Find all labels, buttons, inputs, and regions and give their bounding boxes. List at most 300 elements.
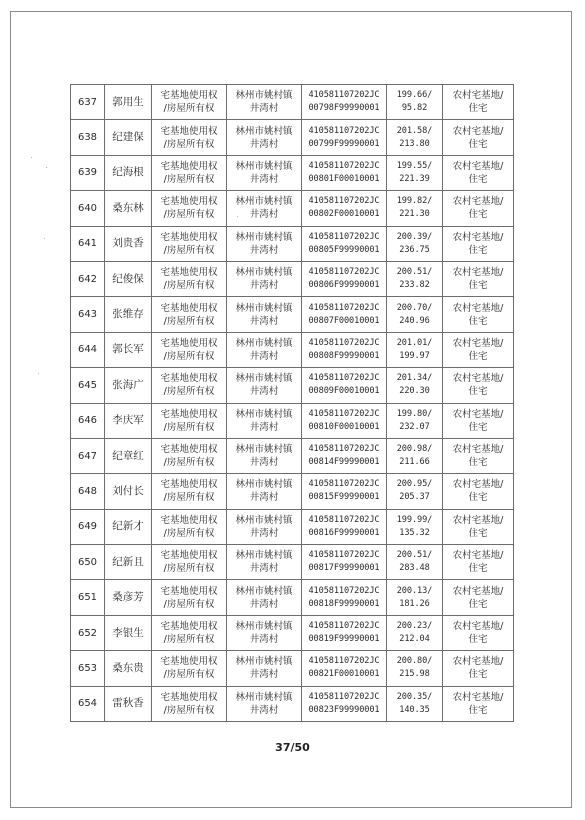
location-line: 井湾村 <box>249 598 279 610</box>
area-cell <box>387 474 443 509</box>
area-line: 232.07 <box>399 421 430 432</box>
area-cell <box>387 261 443 296</box>
location-line: 井湾村 <box>249 280 279 292</box>
use-line: 住宅 <box>468 103 488 115</box>
type-line: 宅基地使用权 <box>160 514 218 526</box>
owner-name: 纪新才 <box>105 509 152 544</box>
table-row <box>71 85 514 120</box>
use-line: 农村宅基地/ <box>452 267 504 279</box>
code-line: 410581107202JC <box>308 231 380 242</box>
location-line: 林州市姚村镇 <box>235 267 293 279</box>
area-cell <box>387 686 443 721</box>
type-cell <box>152 191 227 226</box>
use-cell <box>443 297 514 332</box>
type-line: /房屋所有权 <box>163 138 215 150</box>
row-number: 640 <box>71 191 105 226</box>
code-line: 00806F99990001 <box>308 280 380 291</box>
use-line: 住宅 <box>468 527 488 539</box>
area-line: 201.58/ <box>396 125 433 136</box>
area-line: 213.80 <box>399 138 430 149</box>
type-cell <box>152 580 227 615</box>
row-number: 643 <box>71 297 105 332</box>
table-row <box>71 120 514 155</box>
type-line: /房屋所有权 <box>163 280 215 292</box>
use-line: 住宅 <box>468 315 488 327</box>
use-cell <box>443 545 514 580</box>
use-line: 住宅 <box>468 492 488 504</box>
type-line: 宅基地使用权 <box>160 125 218 137</box>
area-cell <box>387 226 443 261</box>
row-number: 641 <box>71 226 105 261</box>
location-line: 井湾村 <box>249 634 279 646</box>
area-line: 199.80/ <box>396 408 433 419</box>
use-line: 住宅 <box>468 280 488 292</box>
table-row <box>71 474 514 509</box>
use-line: 农村宅基地/ <box>452 691 504 703</box>
code-line: 00799F99990001 <box>308 138 380 149</box>
type-line: /房屋所有权 <box>163 244 215 256</box>
use-cell <box>443 191 514 226</box>
area-line: 236.75 <box>399 244 430 255</box>
code-line: 410581107202JC <box>308 514 380 525</box>
area-cell <box>387 191 443 226</box>
location-line: 林州市姚村镇 <box>235 656 293 668</box>
use-line: 住宅 <box>468 173 488 185</box>
code-line: 410581107202JC <box>308 479 380 490</box>
use-cell <box>443 474 514 509</box>
row-number: 638 <box>71 120 105 155</box>
location-line: 井湾村 <box>249 103 279 115</box>
location-cell <box>227 120 302 155</box>
area-line: 199.99/ <box>396 514 433 525</box>
location-cell <box>227 651 302 686</box>
use-line: 农村宅基地/ <box>452 196 504 208</box>
location-cell <box>227 368 302 403</box>
location-line: 井湾村 <box>249 704 279 716</box>
location-line: 井湾村 <box>249 138 279 150</box>
use-line: 农村宅基地/ <box>452 125 504 137</box>
use-line: 农村宅基地/ <box>452 656 504 668</box>
use-line: 住宅 <box>468 704 488 716</box>
owner-name: 桑东贵 <box>105 651 152 686</box>
code-cell <box>302 474 387 509</box>
owner-name: 李银生 <box>105 615 152 650</box>
row-number: 637 <box>71 85 105 120</box>
records-body <box>71 85 514 722</box>
code-cell <box>302 226 387 261</box>
code-line: 00814F99990001 <box>308 457 380 468</box>
code-cell <box>302 120 387 155</box>
owner-name: 纪海根 <box>105 155 152 190</box>
area-cell <box>387 120 443 155</box>
code-line: 410581107202JC <box>308 373 380 384</box>
area-line: 283.48 <box>399 563 430 574</box>
area-cell <box>387 651 443 686</box>
code-line: 410581107202JC <box>308 550 380 561</box>
code-cell <box>302 368 387 403</box>
area-line: 135.32 <box>399 527 430 538</box>
row-number: 651 <box>71 580 105 615</box>
location-line: 井湾村 <box>249 563 279 575</box>
code-line: 410581107202JC <box>308 656 380 667</box>
type-cell <box>152 85 227 120</box>
code-line: 00815F99990001 <box>308 492 380 503</box>
type-line: 宅基地使用权 <box>160 267 218 279</box>
area-line: 233.82 <box>399 280 430 291</box>
type-line: 宅基地使用权 <box>160 585 218 597</box>
location-line: 井湾村 <box>249 315 279 327</box>
location-cell <box>227 580 302 615</box>
scan-speck <box>38 373 39 374</box>
table-row <box>71 191 514 226</box>
location-line: 井湾村 <box>249 669 279 681</box>
area-cell <box>387 509 443 544</box>
use-cell <box>443 438 514 473</box>
location-line: 井湾村 <box>249 457 279 469</box>
code-line: 00819F99990001 <box>308 634 380 645</box>
type-line: /房屋所有权 <box>163 457 215 469</box>
type-line: /房屋所有权 <box>163 315 215 327</box>
row-number: 645 <box>71 368 105 403</box>
code-cell <box>302 155 387 190</box>
code-line: 410581107202JC <box>308 585 380 596</box>
code-cell <box>302 686 387 721</box>
location-line: 林州市姚村镇 <box>235 160 293 172</box>
type-cell <box>152 261 227 296</box>
owner-name: 郭长军 <box>105 332 152 367</box>
use-cell <box>443 368 514 403</box>
table-row <box>71 651 514 686</box>
type-line: /房屋所有权 <box>163 634 215 646</box>
area-cell <box>387 438 443 473</box>
use-line: 农村宅基地/ <box>452 160 504 172</box>
code-line: 00810F00010001 <box>308 421 380 432</box>
location-line: 林州市姚村镇 <box>235 585 293 597</box>
table-row <box>71 509 514 544</box>
code-cell <box>302 545 387 580</box>
use-line: 住宅 <box>468 386 488 398</box>
area-cell <box>387 615 443 650</box>
code-line: 410581107202JC <box>308 691 380 702</box>
row-number: 642 <box>71 261 105 296</box>
area-line: 215.98 <box>399 669 430 680</box>
location-line: 井湾村 <box>249 209 279 221</box>
type-line: /房屋所有权 <box>163 350 215 362</box>
location-line: 林州市姚村镇 <box>235 337 293 349</box>
use-line: 农村宅基地/ <box>452 444 504 456</box>
type-line: 宅基地使用权 <box>160 656 218 668</box>
type-line: /房屋所有权 <box>163 598 215 610</box>
location-cell <box>227 686 302 721</box>
use-line: 农村宅基地/ <box>452 302 504 314</box>
table-row <box>71 155 514 190</box>
row-number: 647 <box>71 438 105 473</box>
area-line: 240.96 <box>399 315 430 326</box>
location-line: 井湾村 <box>249 350 279 362</box>
area-line: 200.23/ <box>396 621 433 632</box>
location-line: 林州市姚村镇 <box>235 621 293 633</box>
type-line: /房屋所有权 <box>163 421 215 433</box>
use-line: 农村宅基地/ <box>452 479 504 491</box>
code-line: 410581107202JC <box>308 408 380 419</box>
area-line: 205.37 <box>399 492 430 503</box>
area-line: 200.70/ <box>396 302 433 313</box>
location-cell <box>227 226 302 261</box>
owner-name: 纪俊保 <box>105 261 152 296</box>
location-line: 林州市姚村镇 <box>235 514 293 526</box>
use-line: 农村宅基地/ <box>452 585 504 597</box>
location-cell <box>227 615 302 650</box>
type-line: /房屋所有权 <box>163 704 215 716</box>
type-line: /房屋所有权 <box>163 527 215 539</box>
location-line: 林州市姚村镇 <box>235 408 293 420</box>
code-cell <box>302 85 387 120</box>
code-line: 00808F99990001 <box>308 350 380 361</box>
code-cell <box>302 332 387 367</box>
use-line: 农村宅基地/ <box>452 231 504 243</box>
type-line: /房屋所有权 <box>163 386 215 398</box>
type-cell <box>152 120 227 155</box>
row-number: 652 <box>71 615 105 650</box>
location-line: 井湾村 <box>249 244 279 256</box>
type-cell <box>152 226 227 261</box>
area-cell <box>387 85 443 120</box>
owner-name: 刘付长 <box>105 474 152 509</box>
location-line: 林州市姚村镇 <box>235 479 293 491</box>
location-cell <box>227 403 302 438</box>
location-line: 林州市姚村镇 <box>235 302 293 314</box>
area-line: 211.66 <box>399 457 430 468</box>
type-cell <box>152 438 227 473</box>
use-cell <box>443 509 514 544</box>
code-line: 00805F99990001 <box>308 244 380 255</box>
use-cell <box>443 155 514 190</box>
location-line: 井湾村 <box>249 492 279 504</box>
area-line: 200.13/ <box>396 585 433 596</box>
use-line: 住宅 <box>468 421 488 433</box>
type-line: 宅基地使用权 <box>160 621 218 633</box>
table-row <box>71 297 514 332</box>
scan-speck <box>31 157 32 158</box>
area-line: 199.97 <box>399 350 430 361</box>
code-line: 410581107202JC <box>308 621 380 632</box>
code-cell <box>302 191 387 226</box>
type-cell <box>152 332 227 367</box>
location-line: 井湾村 <box>249 421 279 433</box>
location-line: 林州市姚村镇 <box>235 550 293 562</box>
table-row <box>71 686 514 721</box>
table-row <box>71 580 514 615</box>
type-cell <box>152 368 227 403</box>
area-line: 221.39 <box>399 173 430 184</box>
row-number: 653 <box>71 651 105 686</box>
owner-name: 郭用生 <box>105 85 152 120</box>
owner-name: 纪建保 <box>105 120 152 155</box>
table-row <box>71 368 514 403</box>
area-line: 200.39/ <box>396 231 433 242</box>
table-row <box>71 403 514 438</box>
type-line: 宅基地使用权 <box>160 302 218 314</box>
type-cell <box>152 155 227 190</box>
type-line: 宅基地使用权 <box>160 160 218 172</box>
area-line: 200.95/ <box>396 479 433 490</box>
use-line: 农村宅基地/ <box>452 337 504 349</box>
owner-name: 刘贵香 <box>105 226 152 261</box>
code-line: 00801F00010001 <box>308 173 380 184</box>
area-cell <box>387 580 443 615</box>
use-cell <box>443 85 514 120</box>
code-line: 410581107202JC <box>308 125 380 136</box>
code-line: 410581107202JC <box>308 160 380 171</box>
code-line: 410581107202JC <box>308 196 380 207</box>
area-line: 95.82 <box>401 103 428 114</box>
owner-name: 桑彦芳 <box>105 580 152 615</box>
row-number: 654 <box>71 686 105 721</box>
area-cell <box>387 545 443 580</box>
use-cell <box>443 332 514 367</box>
location-line: 林州市姚村镇 <box>235 373 293 385</box>
use-line: 住宅 <box>468 350 488 362</box>
type-line: 宅基地使用权 <box>160 479 218 491</box>
location-line: 林州市姚村镇 <box>235 125 293 137</box>
code-line: 410581107202JC <box>308 337 380 348</box>
type-cell <box>152 474 227 509</box>
code-cell <box>302 651 387 686</box>
area-line: 140.35 <box>399 704 430 715</box>
area-line: 181.26 <box>399 598 430 609</box>
use-cell <box>443 651 514 686</box>
location-cell <box>227 545 302 580</box>
area-line: 221.30 <box>399 209 430 220</box>
type-line: 宅基地使用权 <box>160 231 218 243</box>
location-line: 林州市姚村镇 <box>235 691 293 703</box>
location-cell <box>227 261 302 296</box>
code-cell <box>302 509 387 544</box>
code-line: 00798F99990001 <box>308 103 380 114</box>
owner-name: 纪章红 <box>105 438 152 473</box>
code-line: 410581107202JC <box>308 302 380 313</box>
use-line: 住宅 <box>468 669 488 681</box>
type-line: /房屋所有权 <box>163 103 215 115</box>
location-line: 井湾村 <box>249 173 279 185</box>
type-line: /房屋所有权 <box>163 669 215 681</box>
code-line: 410581107202JC <box>308 444 380 455</box>
records-table <box>70 84 514 722</box>
code-line: 00821F00010001 <box>308 669 380 680</box>
location-cell <box>227 332 302 367</box>
code-cell <box>302 261 387 296</box>
location-line: 井湾村 <box>249 386 279 398</box>
code-cell <box>302 297 387 332</box>
location-cell <box>227 297 302 332</box>
scan-speck <box>46 167 47 168</box>
location-cell <box>227 155 302 190</box>
code-line: 00807F00010001 <box>308 315 380 326</box>
type-cell <box>152 686 227 721</box>
type-line: 宅基地使用权 <box>160 408 218 420</box>
type-line: 宅基地使用权 <box>160 90 218 102</box>
area-line: 199.66/ <box>396 90 433 101</box>
type-line: 宅基地使用权 <box>160 196 218 208</box>
location-cell <box>227 191 302 226</box>
code-line: 00818F99990001 <box>308 598 380 609</box>
use-cell <box>443 226 514 261</box>
location-cell <box>227 474 302 509</box>
area-line: 200.35/ <box>396 691 433 702</box>
owner-name: 李庆军 <box>105 403 152 438</box>
code-line: 410581107202JC <box>308 267 380 278</box>
area-cell <box>387 155 443 190</box>
location-cell <box>227 509 302 544</box>
code-line: 00817F99990001 <box>308 563 380 574</box>
use-line: 住宅 <box>468 138 488 150</box>
use-line: 住宅 <box>468 457 488 469</box>
page-number: 37/50 <box>275 741 310 754</box>
code-cell <box>302 438 387 473</box>
table-row <box>71 226 514 261</box>
location-line: 林州市姚村镇 <box>235 444 293 456</box>
table-row <box>71 438 514 473</box>
area-cell <box>387 332 443 367</box>
area-line: 200.51/ <box>396 267 433 278</box>
code-line: 00809F00010001 <box>308 386 380 397</box>
type-cell <box>152 297 227 332</box>
use-line: 农村宅基地/ <box>452 408 504 420</box>
code-line: 00802F00010001 <box>308 209 380 220</box>
area-line: 201.34/ <box>396 373 433 384</box>
row-number: 649 <box>71 509 105 544</box>
type-line: 宅基地使用权 <box>160 337 218 349</box>
type-line: 宅基地使用权 <box>160 550 218 562</box>
type-line: 宅基地使用权 <box>160 444 218 456</box>
area-line: 212.04 <box>399 634 430 645</box>
table-row <box>71 615 514 650</box>
use-cell <box>443 120 514 155</box>
code-line: 00823F99990001 <box>308 704 380 715</box>
owner-name: 张维存 <box>105 297 152 332</box>
use-cell <box>443 615 514 650</box>
row-number: 650 <box>71 545 105 580</box>
use-line: 农村宅基地/ <box>452 373 504 385</box>
type-line: /房屋所有权 <box>163 492 215 504</box>
table-row <box>71 261 514 296</box>
type-cell <box>152 509 227 544</box>
use-line: 住宅 <box>468 634 488 646</box>
code-cell <box>302 403 387 438</box>
use-cell <box>443 686 514 721</box>
type-cell <box>152 545 227 580</box>
type-cell <box>152 615 227 650</box>
use-line: 农村宅基地/ <box>452 621 504 633</box>
row-number: 644 <box>71 332 105 367</box>
location-line: 林州市姚村镇 <box>235 90 293 102</box>
type-line: 宅基地使用权 <box>160 373 218 385</box>
use-line: 住宅 <box>468 563 488 575</box>
location-cell <box>227 438 302 473</box>
owner-name: 纪新且 <box>105 545 152 580</box>
location-line: 林州市姚村镇 <box>235 196 293 208</box>
code-line: 410581107202JC <box>308 90 380 101</box>
area-line: 200.51/ <box>396 550 433 561</box>
use-line: 农村宅基地/ <box>452 90 504 102</box>
area-line: 220.30 <box>399 386 430 397</box>
area-cell <box>387 368 443 403</box>
location-line: 井湾村 <box>249 527 279 539</box>
owner-name: 桑东林 <box>105 191 152 226</box>
code-cell <box>302 580 387 615</box>
use-line: 住宅 <box>468 598 488 610</box>
type-line: /房屋所有权 <box>163 563 215 575</box>
